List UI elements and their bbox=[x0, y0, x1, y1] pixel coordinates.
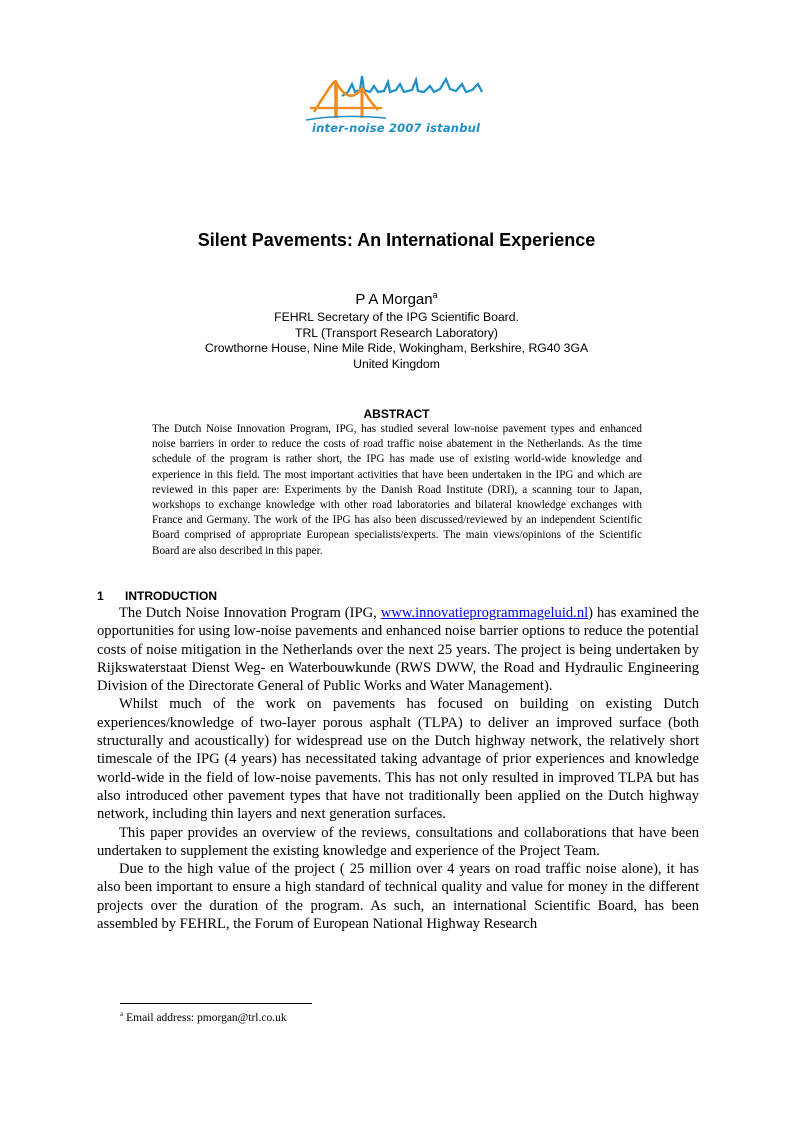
affiliation-line: United Kingdom bbox=[353, 356, 440, 371]
section-title: INTRODUCTION bbox=[125, 589, 217, 603]
logo-text: inter-noise 2007 istanbul bbox=[312, 121, 481, 135]
section-number: 1 bbox=[97, 589, 104, 603]
paragraph bbox=[97, 604, 699, 695]
paragraph: Whilst much of the work on pavements has focused on building on existing Dutch experiences/knowledge of two-layer porous asphalt (TLPA) to deliver an improved surface (both structurally and acoustically) for widespread use on the Dutch highway network, the relatively short timescale of the IPG (4 years) has necessitated taking advantage of prior experiences and knowledge world-wide in the field of low-noise pavements. This has not only resulted in improved TLPA but has also introduced other pavement types that have not traditionally been applied on the Dutch highway network, including thin layers and next generation surfaces. bbox=[97, 696, 699, 823]
paragraph: Due to the high value of the project ( 25 million over 4 years on road traffic noise alone), it has also been important to ensure a high standard of technical quality and value for money in the different projects over the duration of the program. As such, an international Scientific Board, has been assembled by FEHRL, the Forum of European National Highway Research bbox=[97, 861, 699, 933]
abstract-text: The Dutch Noise Innovation Program, IPG, has studied several low-noise pavement types and enhanced noise barriers in order to reduce the costs of road traffic noise abatement in the Netherlands. As the time schedule of the program is rather short, the IPG has made use of existing world-wide knowledge and experience in this field. The most important activities that have been undertaken in the IPG and which are reviewed in this paper are: Experiments by the Danish Road Institute (DRI), a scanning tour to Japan, workshops to exchange knowledge with other road laboratories and bilateral knowledge exchanges with France and Germany. The work of the IPG has also been discussed/reviewed by an independent Scientific Board comprised of appropriate European specialists/experts. The main views/opinions of the Scientific Board are also described in this paper. bbox=[152, 423, 642, 557]
author-name: P A Morgan bbox=[355, 291, 433, 308]
section-heading bbox=[97, 589, 217, 603]
program-website-link[interactable]: www.innovatieprogrammageluid.nl bbox=[380, 605, 589, 621]
footnote-text: Email address: pmorgan@trl.co.uk bbox=[126, 1012, 287, 1024]
author-footnote-mark: a bbox=[432, 290, 438, 300]
footnote bbox=[120, 1010, 287, 1024]
paper-title: Silent Pavements: An International Experience bbox=[197, 230, 596, 250]
affiliation bbox=[0, 310, 793, 372]
paragraph-text: The Dutch Noise Innovation Program (IPG, bbox=[119, 605, 381, 621]
abstract-heading: ABSTRACT bbox=[363, 407, 430, 421]
introduction-body bbox=[97, 604, 699, 933]
footnote-divider bbox=[120, 1003, 312, 1004]
paragraph: This paper provides an overview of the reviews, consultations and collaborations that have been undertaken to supplement the existing knowledge and experience of the Project Team. bbox=[97, 824, 699, 859]
affiliation-line: FEHRL Secretary of the IPG Scientific Board. bbox=[274, 310, 519, 324]
author-line bbox=[0, 290, 793, 308]
paragraph-text: ) has examined the opportunities for using low-noise pavements and enhanced noise barrier options to reduce the potential costs of noise mitigation in the Netherlands over the next 25 years. The project is being undertaken by Rijkswaterstaat Dienst Weg- en Waterbouwkunde (RWS DWW, the Road and Hydraulic Engineering Division of the Directorate General of Public Works and Water Management). bbox=[97, 605, 699, 695]
affiliation-line: Crowthorne House, Nine Mile Ride, Wokingham, Berkshire, RG40 3GA bbox=[204, 341, 589, 355]
footnote-mark: a bbox=[120, 1010, 124, 1018]
affiliation-line: TRL (Transport Research Laboratory) bbox=[295, 325, 498, 340]
